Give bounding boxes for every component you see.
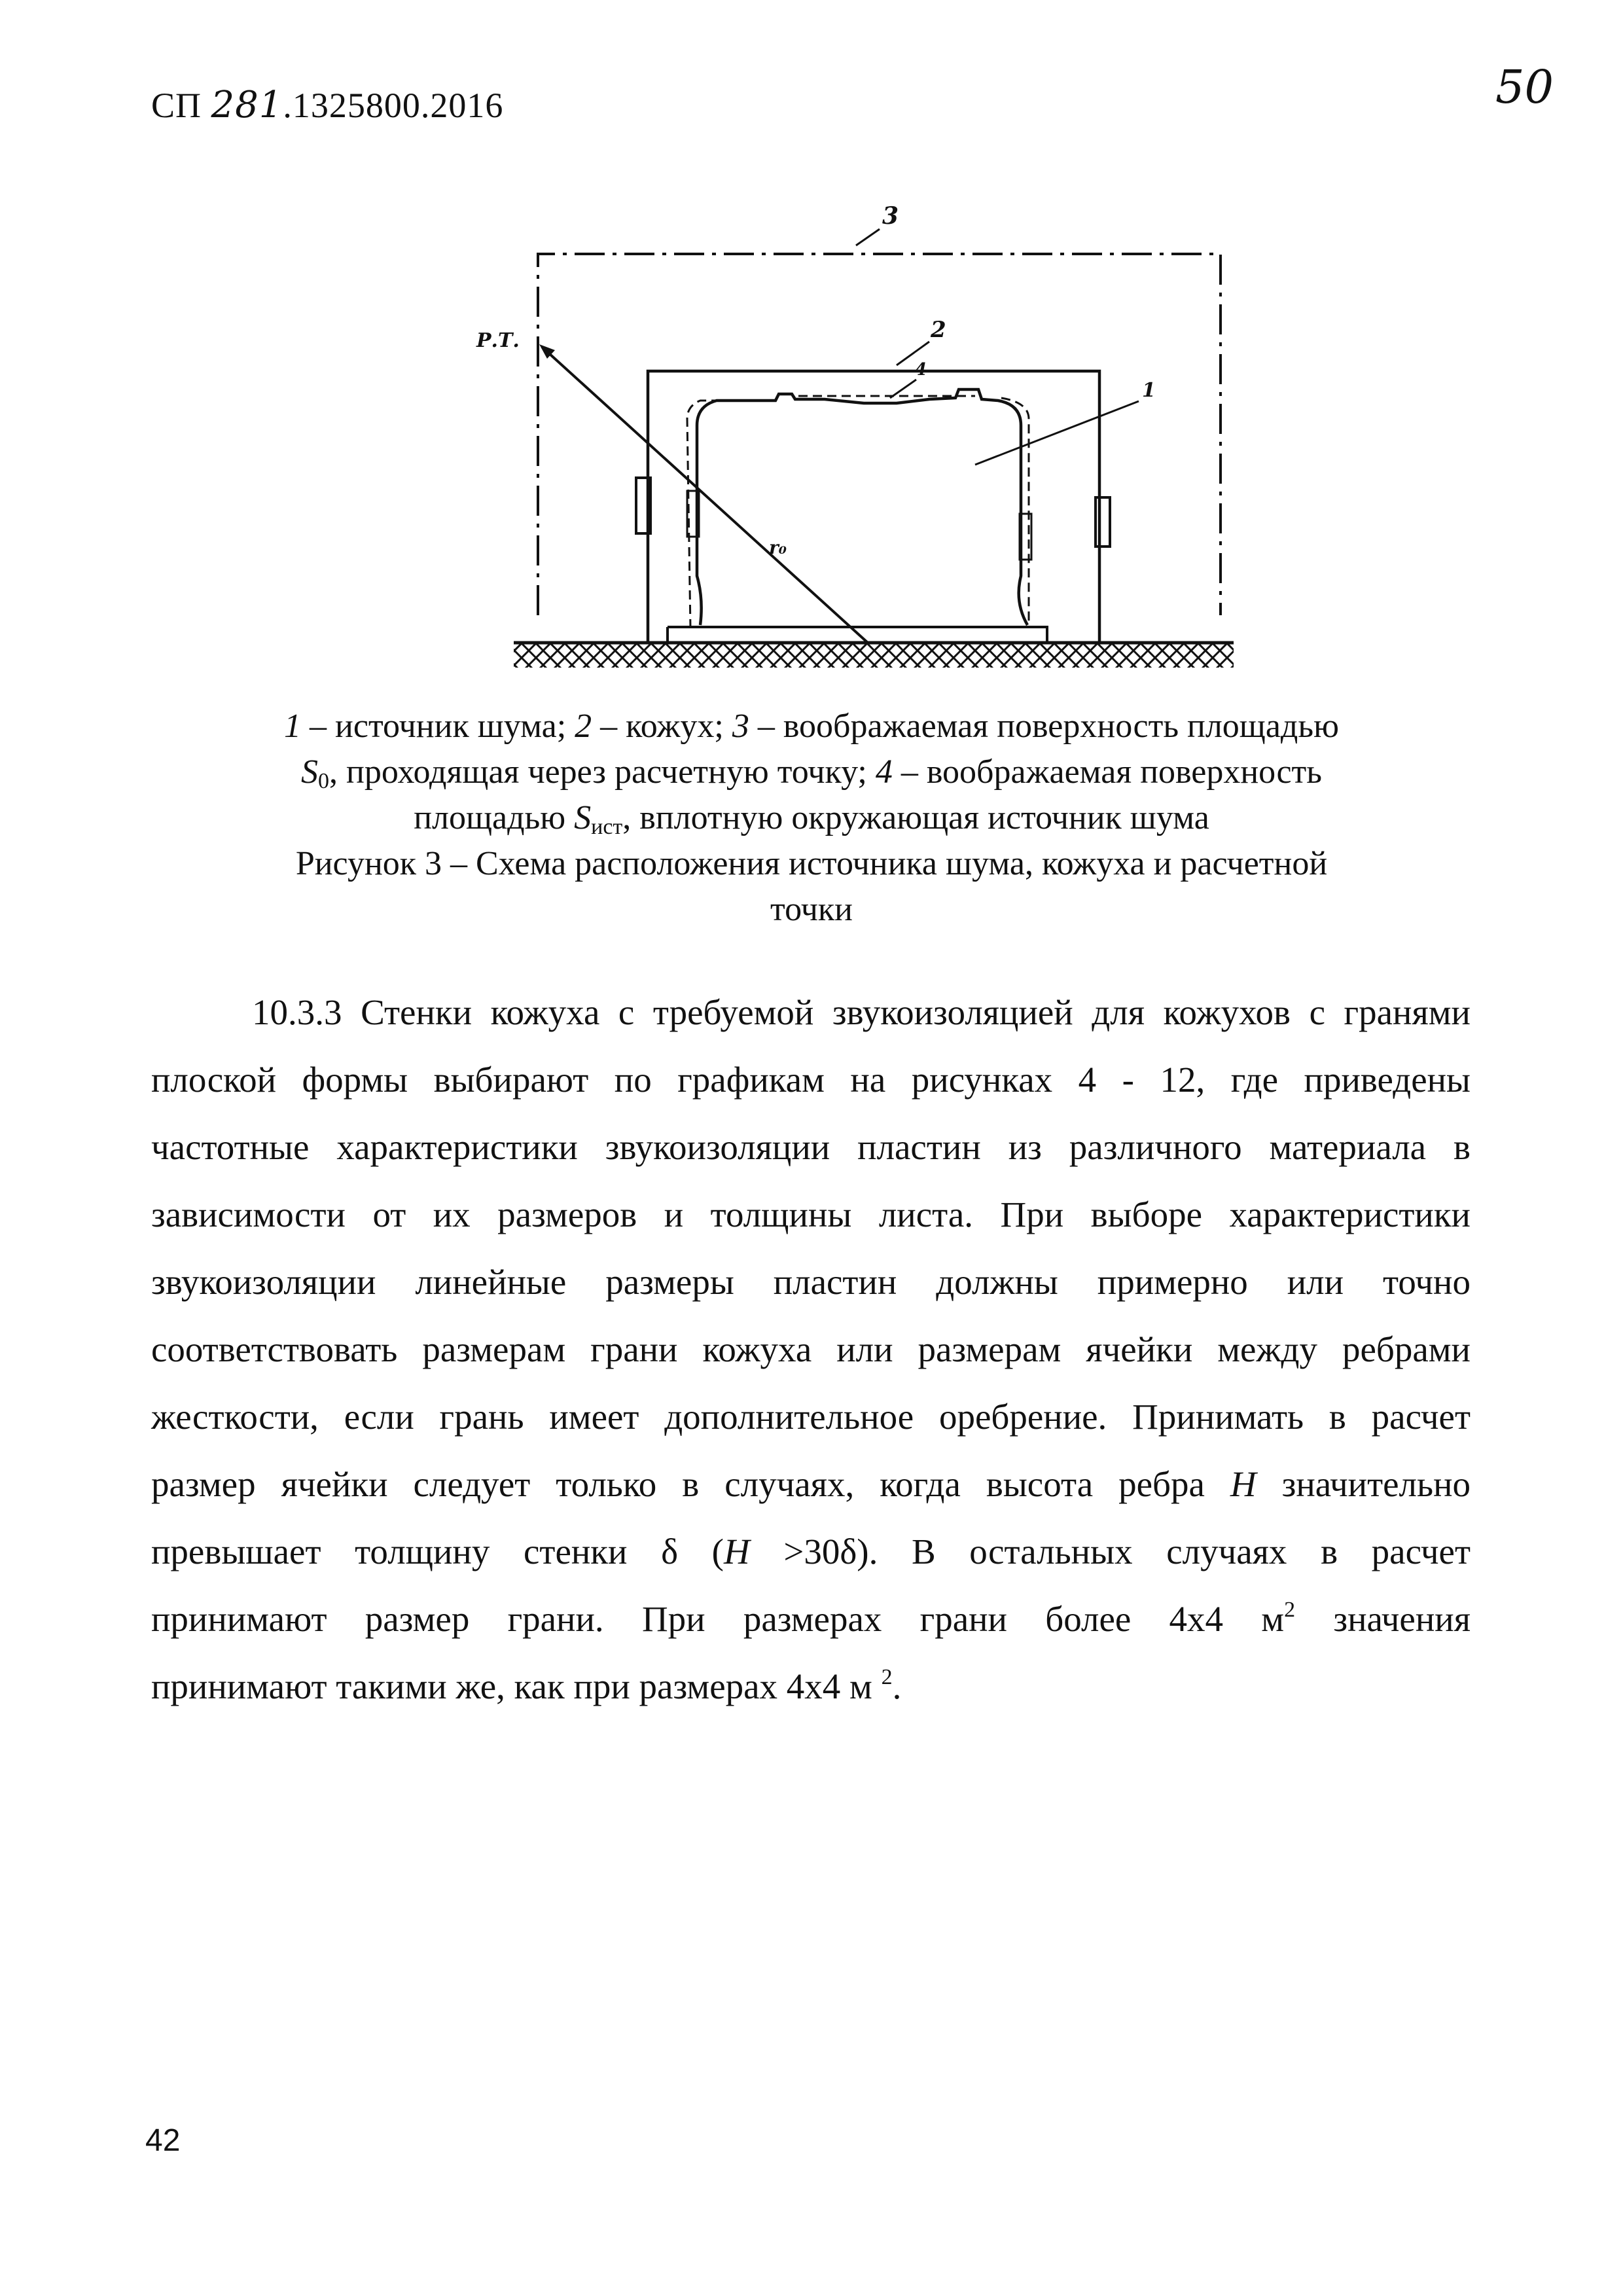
symbol-subscript: ист	[591, 815, 623, 839]
legend-text: площадью	[414, 799, 575, 836]
paragraph-line: плоской формы выбирают по графикам на рисунках 4 - 12, где приведены	[151, 1060, 1471, 1100]
caption-legend-line-1	[164, 704, 1459, 749]
label-4: 4	[915, 360, 927, 380]
figure-title: Рисунок 3 – Схема расположения источника шума, кожуха и расчетной	[295, 845, 1328, 882]
caption-legend-line-3	[164, 795, 1459, 841]
paragraph-line	[151, 1529, 1471, 1575]
paragraph-line	[151, 1664, 1471, 1710]
surface-4-outline	[687, 396, 1029, 628]
doc-prefix: СП	[151, 86, 202, 125]
ground-hatching	[514, 644, 1234, 668]
paragraph-line: частотные характеристики звукоизоляции пластин из различного материала в	[151, 1127, 1471, 1167]
caption-legend-line-2	[164, 749, 1459, 795]
symbol-subscript: 0	[317, 769, 329, 793]
legend-text: – воображаемая поверхность площадью	[749, 708, 1339, 745]
superscript: 2	[881, 1665, 893, 1689]
legend-text: – воображаемая поверхность	[892, 753, 1322, 791]
paragraph-line: звукоизоляции линейные размеры пластин должны примерно или точно	[151, 1262, 1471, 1302]
legend-num-2: 2	[575, 708, 592, 745]
paragraph-line	[151, 1596, 1471, 1642]
document-code	[151, 84, 503, 126]
paragraph-line: соответствовать размерам грани кожуха или размерам ячейки между ребрами	[151, 1329, 1471, 1369]
label-1: 1	[1142, 379, 1156, 402]
text-run: размер ячейки следует только в случаях, когда высота ребра	[151, 1464, 1230, 1504]
leader-1	[975, 401, 1139, 465]
paragraph-line: 10.3.3 Стенки кожуха с требуемой звукоизоляцией для кожухов с гранями	[252, 992, 1471, 1032]
symbol-s0: S	[300, 753, 318, 791]
paragraph-line: зависимости от их размеров и толщины листа. При выборе характеристики	[151, 1194, 1471, 1234]
label-3: 3	[882, 202, 899, 230]
enclosure-outline	[648, 371, 1099, 643]
handwritten-doc-number: 281	[211, 84, 283, 126]
text-run: принимают такими же, как при размерах 4x4 м	[151, 1666, 882, 1706]
handwritten-page-mark: 50	[1495, 60, 1554, 114]
paragraph-line	[151, 1462, 1471, 1507]
text-run: >30δ). В остальных случаях в расчет	[749, 1532, 1471, 1571]
legend-num-1: 1	[284, 708, 302, 745]
noise-source-body	[697, 389, 1027, 625]
doc-suffix: .1325800.2016	[283, 86, 504, 125]
text-run: значения	[1295, 1599, 1471, 1639]
text-run: принимают размер грани. При размерах грани более 4x4 м	[151, 1599, 1285, 1639]
legend-num-3: 3	[732, 708, 749, 745]
legend-text: , проходящая через расчетную точку;	[329, 753, 876, 791]
symbol-s-ist: S	[574, 799, 592, 836]
legend-text: – источник шума;	[301, 708, 575, 745]
legend-text: , вплотную окружающая источник шума	[622, 799, 1209, 836]
figure-3-diagram	[471, 190, 1257, 687]
symbol-h: H	[1230, 1464, 1257, 1504]
label-design-point: Р.Т.	[476, 329, 520, 352]
superscript: 2	[1284, 1598, 1296, 1622]
page-number: 42	[145, 2123, 181, 2158]
text-run: .	[892, 1666, 902, 1706]
leader-3	[856, 229, 880, 245]
legend-text: – кожух;	[592, 708, 732, 745]
text-run: превышает толщину стенки δ (	[151, 1532, 724, 1571]
text-run: значительно	[1256, 1464, 1471, 1504]
label-2: 2	[931, 317, 946, 343]
label-distance: r₀	[769, 537, 787, 558]
paragraph-line: жесткости, если грань имеет дополнительное оребрение. Принимать в расчет	[151, 1397, 1471, 1437]
legend-num-4: 4	[875, 753, 893, 791]
symbol-h: H	[723, 1532, 750, 1571]
distance-arrow-line	[542, 347, 868, 643]
figure-title-continued: точки	[770, 891, 853, 928]
enclosure-right-mount	[1096, 497, 1110, 547]
source-base	[668, 627, 1086, 643]
